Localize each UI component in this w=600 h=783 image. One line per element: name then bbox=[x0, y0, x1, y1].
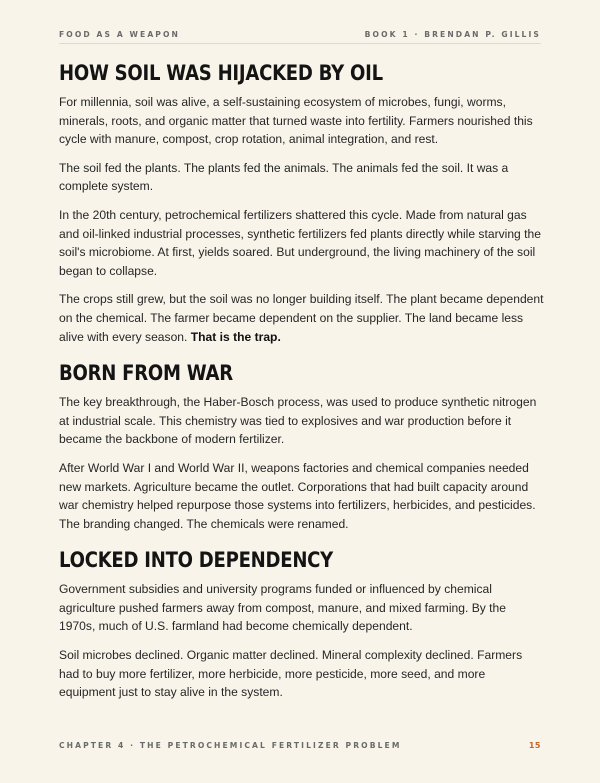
running-footer bbox=[59, 741, 541, 750]
paragraph: Soil microbes declined. Organic matter declined. Mineral complexity declined. Farmers had to buy more fertilizer, more herbicide, more pesticide, more seed, and more equipment just to stay alive in the system. bbox=[59, 648, 523, 700]
page-number: 15 bbox=[528, 741, 541, 750]
section-heading: BORN FROM WAR bbox=[59, 361, 233, 386]
running-header bbox=[59, 30, 541, 44]
paragraph: The soil fed the plants. The plants fed the animals. The animals fed the soil. It was a complete system. bbox=[59, 160, 509, 194]
paragraph: For millennia, soil was alive, a self-sustaining ecosystem of microbes, fungi, worms, minerals, roots, and organic matter that turned waste into fertility. Farmers nourished this cycle with manure, compost, crop rotation, animal integration, and rest. bbox=[59, 95, 533, 147]
chapter-title: CHAPTER 4 · THE PETROCHEMICAL FERTILIZER PROBLEM bbox=[59, 741, 402, 750]
section-soil-hijacked bbox=[59, 59, 544, 346]
paragraph: The key breakthrough, the Haber-Bosch process, was used to produce synthetic nitrogen at industrial scale. This chemistry was tied to explosives and war production before it became the backbone of modern fertilizer. bbox=[59, 395, 537, 447]
paragraph-text: The crops still grew, but the soil was no longer building itself. The plant became dependent on the chemical. The farmer became dependent on the supplier. The land became less alive with every season. bbox=[59, 292, 544, 344]
page-content bbox=[59, 59, 544, 712]
section-locked-into-dependency bbox=[59, 546, 544, 702]
paragraph: In the 20th century, petrochemical fertilizers shattered this cycle. Made from natural gas and oil-linked industrial processes, synthetic fertilizers fed plants directly while starving the soil's microbiome. At first, yields soared. But underground, the living machinery of the soil began to collapse. bbox=[59, 207, 541, 278]
section-born-from-war bbox=[59, 359, 544, 533]
section-heading: LOCKED INTO DEPENDENCY bbox=[59, 548, 333, 573]
book-author-line: BOOK 1 · BRENDAN P. GILLIS bbox=[364, 30, 541, 39]
book-title: FOOD AS A WEAPON bbox=[59, 30, 180, 39]
paragraph: Government subsidies and university programs funded or influenced by chemical agriculture pushed farmers away from compost, manure, and mixed farming. By the 1970s, much of U.S. farmland had become chemically dependent. bbox=[59, 582, 506, 634]
paragraph bbox=[59, 290, 544, 346]
paragraph: After World War I and World War II, weapons factories and chemical companies needed new markets. Agriculture became the outlet. Corporations that had built capacity around war chemistry helped repurpose those systems into fertilizers, herbicides, and pesticides. The branding changed. The chemicals were renamed. bbox=[59, 460, 536, 531]
emphasis-text: That is the trap. bbox=[190, 329, 281, 344]
section-heading: HOW SOIL WAS HIJACKED BY OIL bbox=[59, 61, 383, 85]
